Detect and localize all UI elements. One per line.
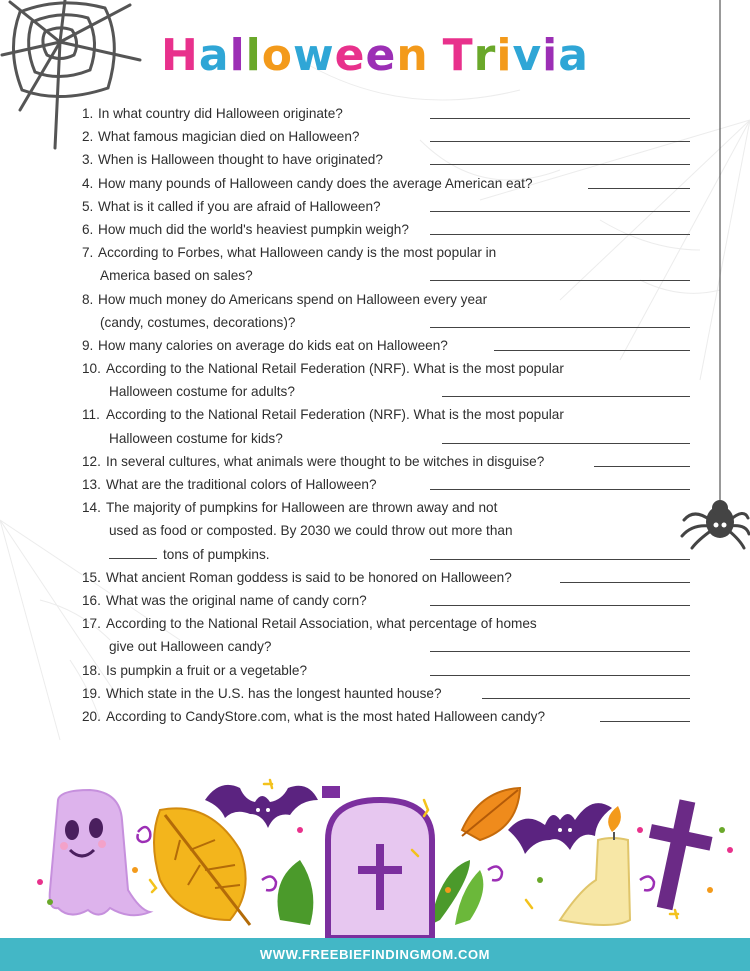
answer-line[interactable] bbox=[430, 211, 690, 212]
question-text: What famous magician died on Halloween? bbox=[98, 129, 360, 145]
title-letter: w bbox=[292, 30, 335, 81]
question-item bbox=[82, 218, 692, 241]
question-text: give out Halloween candy? bbox=[109, 639, 272, 655]
question-number: 4. bbox=[82, 175, 94, 191]
question-number: 17. bbox=[82, 616, 101, 632]
title-letter: i bbox=[496, 30, 513, 81]
fill-in-blank[interactable] bbox=[109, 546, 157, 559]
question-text: How much money do Americans spend on Halloween every year bbox=[98, 291, 488, 307]
question-number: 9. bbox=[82, 337, 94, 353]
answer-line[interactable] bbox=[594, 466, 690, 467]
answer-line[interactable] bbox=[560, 582, 690, 583]
question-item bbox=[82, 334, 692, 357]
answer-line[interactable] bbox=[588, 188, 690, 189]
question-text: The majority of pumpkins for Halloween are thrown away and not bbox=[106, 500, 498, 516]
answer-line[interactable] bbox=[430, 675, 690, 676]
question-text: What was the original name of candy corn? bbox=[106, 592, 367, 608]
question-item bbox=[82, 357, 692, 403]
answer-line[interactable] bbox=[430, 118, 690, 119]
question-text: In several cultures, what animals were thought to be witches in disguise? bbox=[106, 453, 545, 469]
answer-line[interactable] bbox=[430, 234, 690, 235]
question-number: 3. bbox=[82, 152, 94, 168]
question-text: How many pounds of Halloween candy does the average American eat? bbox=[98, 175, 533, 191]
bat-icon bbox=[508, 803, 612, 854]
question-item bbox=[82, 705, 692, 728]
bat-icon bbox=[205, 785, 318, 828]
title-letter: n bbox=[396, 30, 429, 81]
question-text: What are the traditional colors of Halloween? bbox=[106, 477, 377, 492]
question-item bbox=[82, 659, 692, 682]
tombstone-icon bbox=[322, 786, 432, 938]
cross-icon bbox=[635, 795, 719, 915]
question-item bbox=[82, 589, 692, 612]
title-letter: e bbox=[365, 30, 397, 81]
question-text: According to the National Retail Federation (NRF). What is the most popular bbox=[106, 361, 564, 377]
answer-line[interactable] bbox=[442, 443, 690, 444]
question-number: 15. bbox=[82, 569, 101, 585]
answer-line[interactable] bbox=[430, 605, 690, 606]
question-text: Is pumpkin a fruit or a vegetable? bbox=[106, 662, 307, 678]
question-text: According to Forbes, what Halloween candy is the most popular in bbox=[98, 245, 497, 261]
question-text: According to the National Retail Association, what percentage of homes bbox=[106, 616, 537, 632]
answer-line[interactable] bbox=[430, 141, 690, 142]
page-title bbox=[0, 28, 750, 84]
question-number: 2. bbox=[82, 129, 94, 145]
ghost-icon bbox=[50, 790, 150, 915]
title-letter: v bbox=[512, 30, 543, 81]
question-number: 19. bbox=[82, 685, 101, 701]
question-number: 1. bbox=[82, 106, 94, 121]
answer-line[interactable] bbox=[494, 350, 690, 351]
question-item bbox=[82, 682, 692, 705]
answer-line[interactable] bbox=[430, 559, 690, 560]
answer-line[interactable] bbox=[600, 721, 690, 722]
answer-line[interactable] bbox=[430, 280, 690, 281]
question-item bbox=[82, 102, 692, 125]
footer-website: WWW.FREEBIEFINDINGMOM.COM bbox=[259, 947, 491, 962]
question-text: How much did the world's heaviest pumpkin weigh? bbox=[98, 221, 409, 237]
question-text: tons of pumpkins. bbox=[163, 546, 270, 562]
question-number: 11. bbox=[82, 407, 100, 423]
title-letter: l bbox=[229, 30, 246, 81]
leaf-icon bbox=[154, 808, 250, 925]
question-item bbox=[82, 172, 692, 195]
question-text: Halloween costume for adults? bbox=[109, 384, 295, 400]
title-letter: e bbox=[334, 30, 366, 81]
question-item bbox=[82, 450, 692, 473]
question-item bbox=[82, 125, 692, 148]
question-list bbox=[82, 102, 692, 728]
question-text: In what country did Halloween originate? bbox=[98, 106, 343, 121]
question-text: How many calories on average do kids eat on Halloween? bbox=[98, 337, 448, 353]
question-text: According to the National Retail Federation (NRF). What is the most popular bbox=[106, 407, 564, 423]
title-letter: i bbox=[542, 30, 559, 81]
question-text: According to CandyStore.com, what is the most hated Halloween candy? bbox=[106, 708, 546, 724]
question-number: 7. bbox=[82, 245, 94, 261]
answer-line[interactable] bbox=[430, 164, 690, 165]
question-item bbox=[82, 566, 692, 589]
question-number: 20. bbox=[82, 708, 101, 724]
question-item bbox=[82, 612, 692, 658]
question-text: Halloween costume for kids? bbox=[109, 430, 283, 446]
question-number: 18. bbox=[82, 662, 101, 678]
question-text: What ancient Roman goddess is said to be honored on Halloween? bbox=[106, 569, 512, 585]
question-number: 13. bbox=[82, 477, 101, 492]
question-text: When is Halloween thought to have originated? bbox=[98, 152, 383, 168]
title-letter: l bbox=[245, 30, 262, 81]
question-number: 6. bbox=[82, 221, 94, 237]
question-text: What is it called if you are afraid of Halloween? bbox=[98, 198, 381, 214]
answer-line[interactable] bbox=[430, 651, 690, 652]
question-number: 12. bbox=[82, 453, 101, 469]
title-letter: a bbox=[198, 30, 230, 81]
question-item bbox=[82, 403, 692, 449]
question-text: used as food or composted. By 2030 we could throw out more than bbox=[109, 523, 513, 539]
question-text: (candy, costumes, decorations)? bbox=[100, 314, 296, 330]
question-item bbox=[82, 496, 692, 566]
halloween-illustration bbox=[0, 770, 750, 938]
title-letter: r bbox=[473, 30, 497, 81]
question-number: 5. bbox=[82, 198, 94, 214]
question-item bbox=[82, 241, 692, 287]
title-letter: T bbox=[442, 30, 474, 81]
answer-line[interactable] bbox=[482, 698, 690, 699]
title-letter: H bbox=[161, 30, 199, 81]
question-item bbox=[82, 148, 692, 171]
answer-line[interactable] bbox=[442, 396, 690, 397]
question-text: Which state in the U.S. has the longest haunted house? bbox=[106, 685, 442, 701]
question-number: 8. bbox=[82, 291, 94, 307]
answer-line[interactable] bbox=[430, 327, 690, 328]
question-number: 16. bbox=[82, 592, 101, 608]
question-number: 10. bbox=[82, 361, 101, 377]
question-number: 14. bbox=[82, 500, 101, 516]
question-item bbox=[82, 473, 692, 496]
question-item bbox=[82, 195, 692, 218]
question-text: America based on sales? bbox=[100, 268, 253, 284]
title-letter: o bbox=[261, 30, 293, 81]
question-item bbox=[82, 288, 692, 334]
answer-line[interactable] bbox=[430, 489, 690, 490]
title-letter: a bbox=[558, 30, 589, 81]
